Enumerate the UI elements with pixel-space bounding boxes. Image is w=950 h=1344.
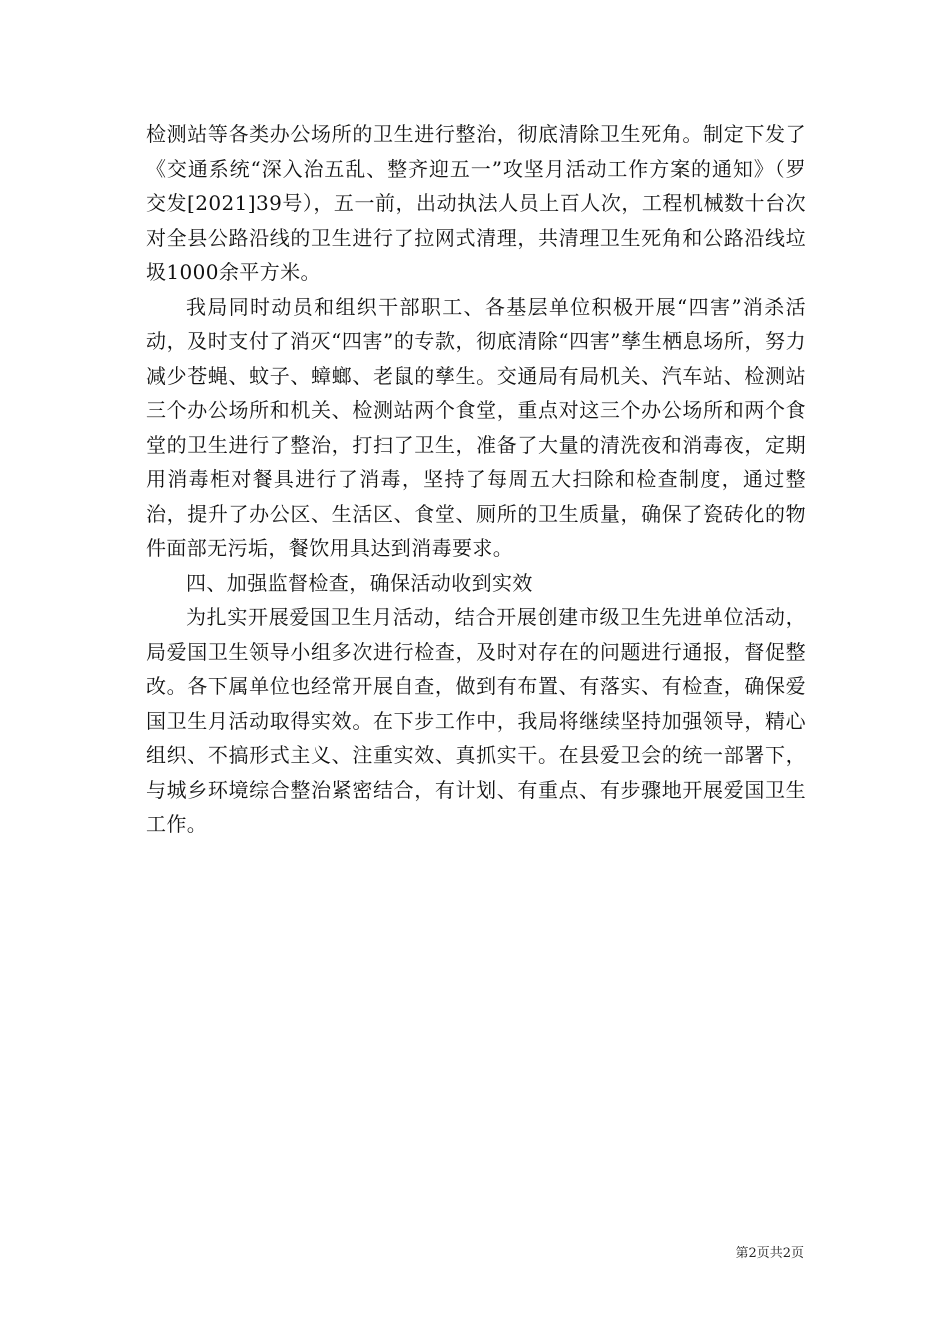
paragraph-inspection-summary: 为扎实开展爱国卫生月活动，结合开展创建市级卫生先进单位活动，局爱国卫生领导小组多次进行检查，及时对存在的问题进行通报，督促整改。各下属单位也经常开展自查，做到有布置、有落实、有检查，确保爱国卫生月活动取得实效。在下步工作中，我局将继续坚持加强领导，精心组织、不搞形式主义、注重实效、真抓实干。在县爱卫会的统一部署下，与城乡环境综合整治紧密结合，有计划、有重点、有步骤地开展爱国卫生工作。 xyxy=(146,605,806,836)
document-body xyxy=(146,117,806,842)
section-heading-supervision: 四、加强监督检查，确保活动收到实效 xyxy=(186,570,533,595)
page-number-footer: 第2页共2页 xyxy=(735,1246,804,1261)
paragraph-sanitation-cleanup: 检测站等各类办公场所的卫生进行整治，彻底清除卫生死角。制定下发了《交通系统“深入治五乱、整齐迎五一”攻坚月活动工作方案的通知》（罗交发[2021]39号），五一前，出动执法人员上百人次，工程机械数十台次对全县公路沿线的卫生进行了拉网式清理，共清理卫生死角和公路沿线垃圾1000余平方米。 xyxy=(146,122,806,284)
paragraph-pest-control: 我局同时动员和组织干部职工、各基层单位积极开展“四害”消杀活动，及时支付了消灭“四害”的专款，彻底清除“四害”孳生栖息场所，努力减少苍蝇、蚊子、蟑螂、老鼠的孳生。交通局有局机关、汽车站、检测站三个办公场所和机关、检测站两个食堂，重点对这三个办公场所和两个食堂的卫生进行了整治，打扫了卫生，准备了大量的清洗夜和消毒夜，定期用消毒柜对餐具进行了消毒，坚持了每周五大扫除和检查制度，通过整治，提升了办公区、生活区、食堂、厕所的卫生质量，确保了瓷砖化的物件面部无污垢，餐饮用具达到消毒要求。 xyxy=(146,294,806,560)
